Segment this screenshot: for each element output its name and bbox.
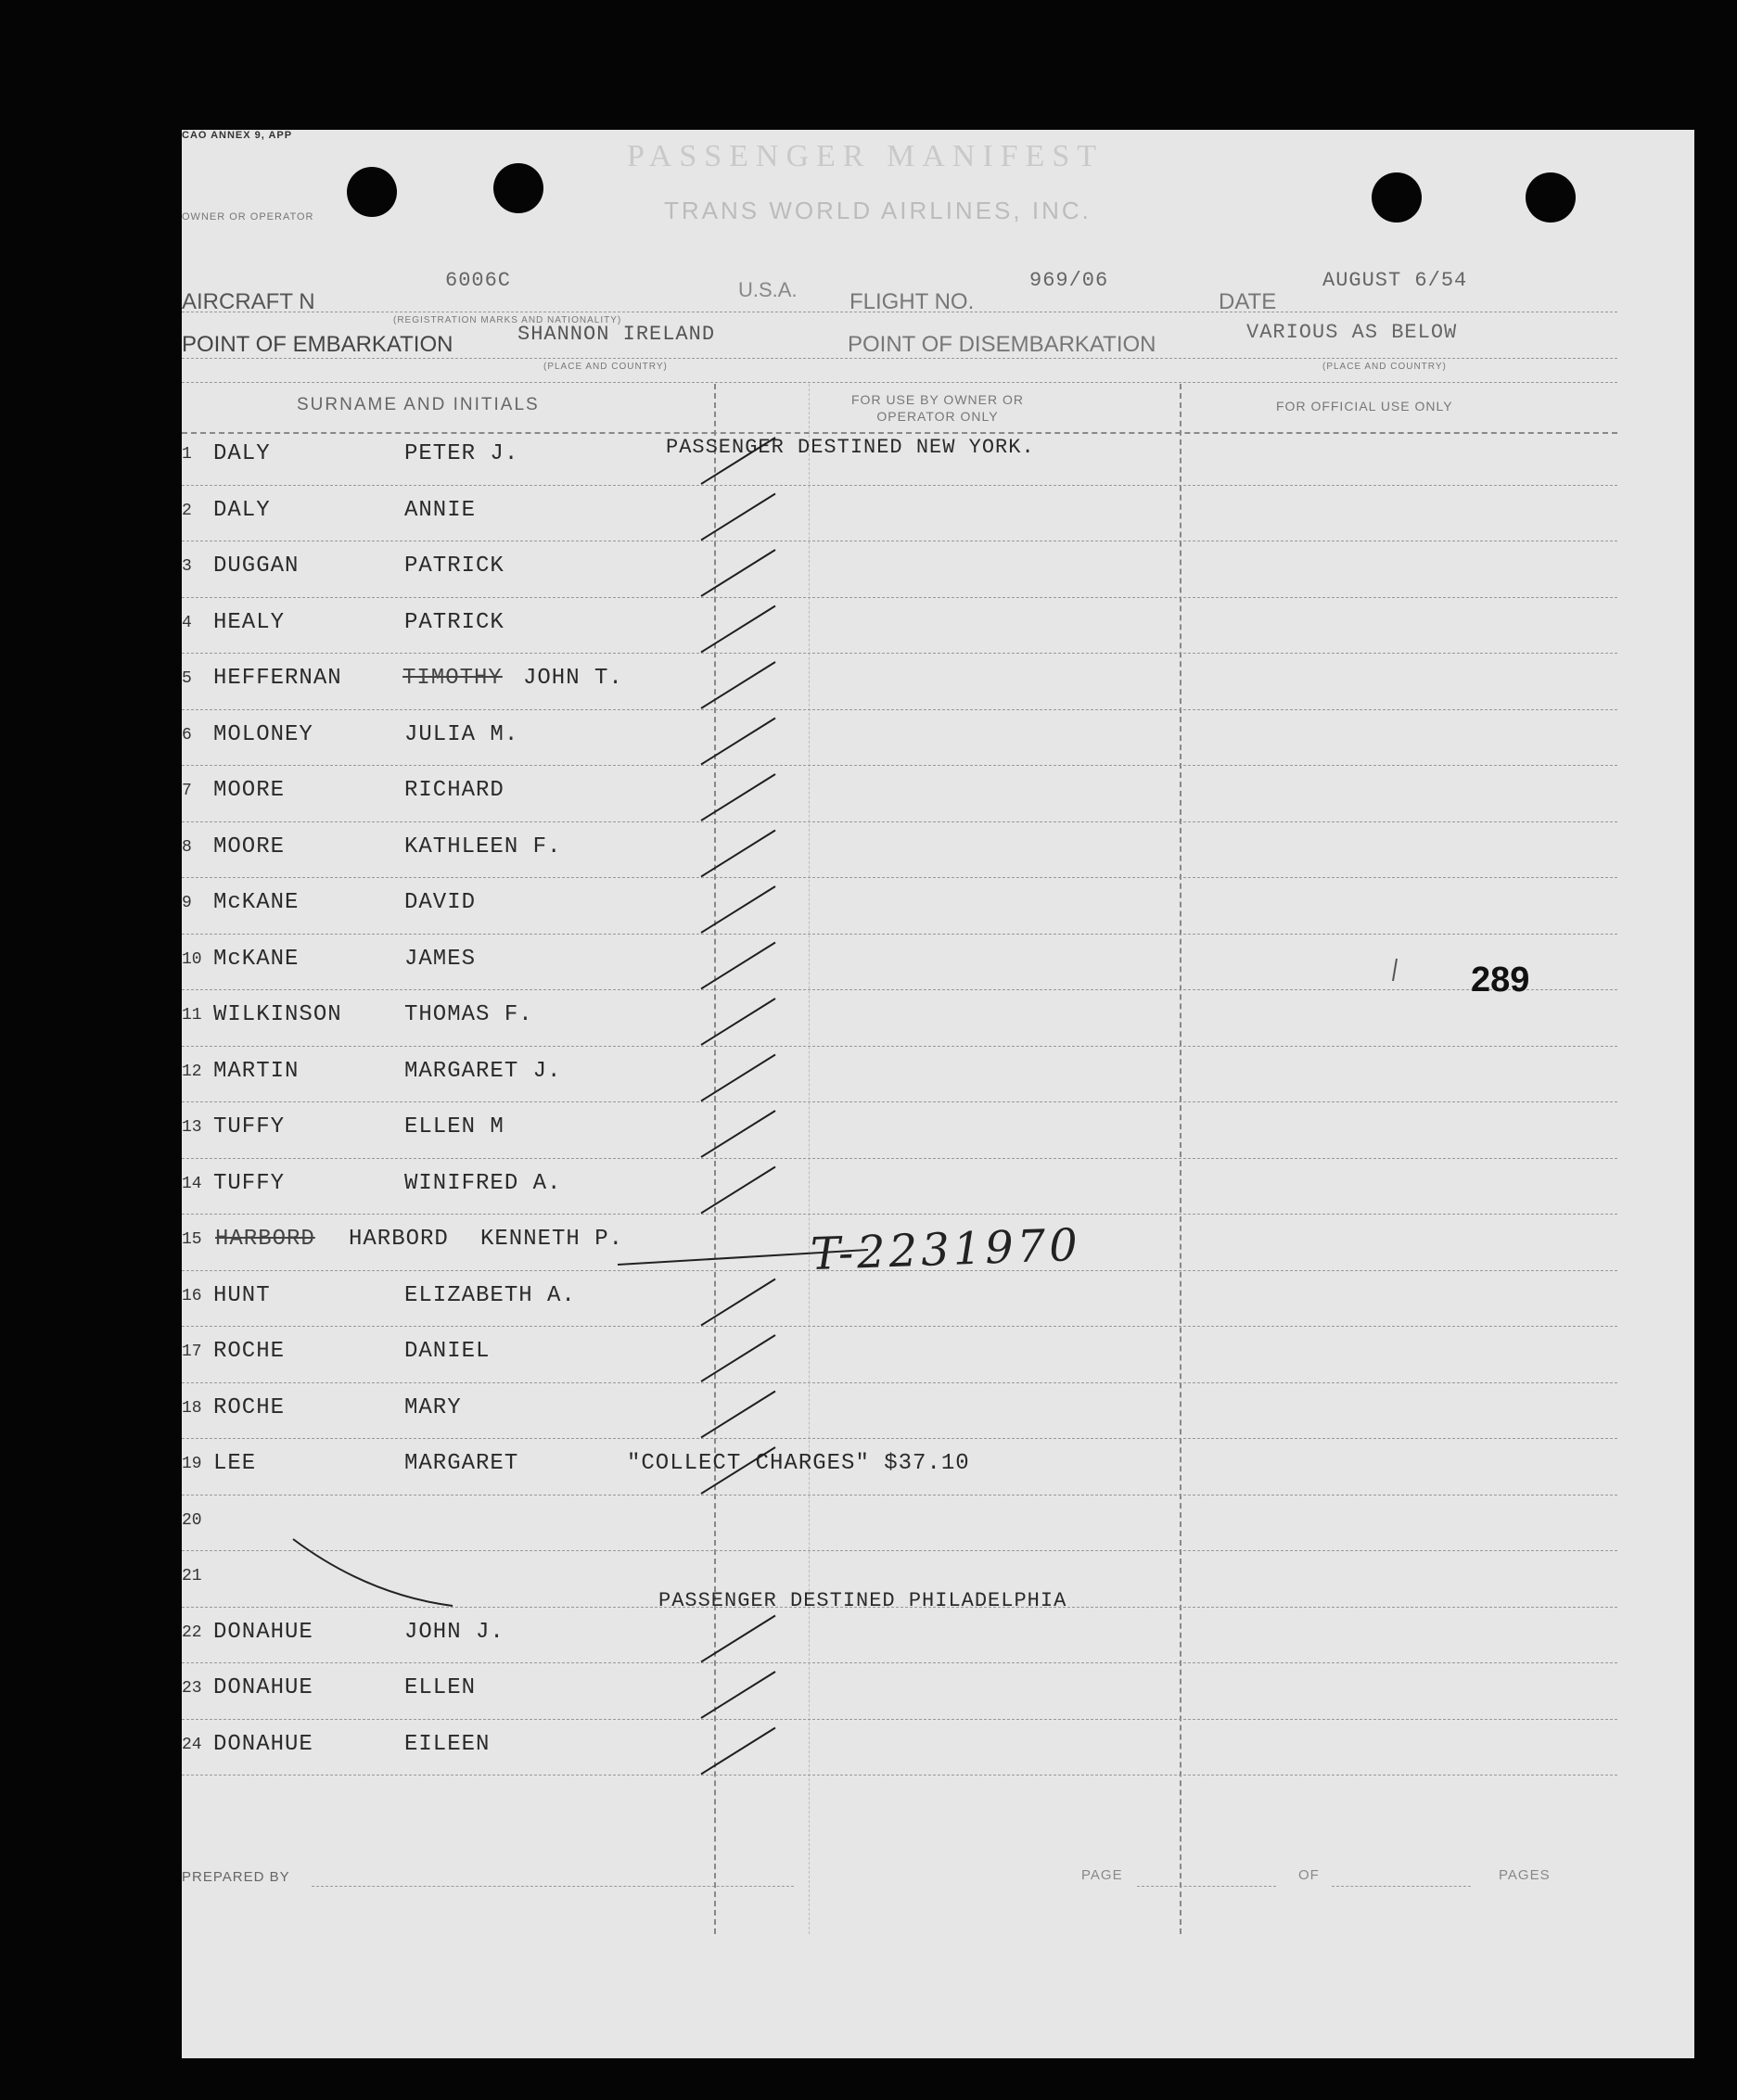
pages-label: PAGES xyxy=(1499,1867,1551,1883)
check-mark xyxy=(701,1616,775,1662)
check-mark xyxy=(701,662,775,708)
pen-stroke xyxy=(1393,959,1397,981)
owner-value: TRANS WORLD AIRLINES, INC. xyxy=(664,197,1092,224)
handwritten-ticket-number: T-2231970 xyxy=(810,1218,1082,1281)
row-number: 7 xyxy=(182,782,192,800)
check-mark xyxy=(701,1167,775,1214)
check-mark xyxy=(701,999,775,1045)
passenger-surname: HEFFERNAN xyxy=(213,666,342,691)
embark-label: POINT OF EMBARKATION xyxy=(182,332,453,357)
check-mark xyxy=(701,831,775,877)
passenger-given-name: JOHN T. xyxy=(523,666,623,691)
row-number: 1 xyxy=(182,445,192,464)
passenger-given-name: EILEEN xyxy=(404,1731,491,1757)
check-mark xyxy=(701,774,775,821)
date-label: DATE xyxy=(1219,289,1277,314)
passenger-given-name: THOMAS F. xyxy=(404,1002,533,1027)
passenger-given-name: KENNETH P. xyxy=(480,1227,624,1252)
row-number: 13 xyxy=(182,1118,202,1137)
passenger-surname: DALY xyxy=(213,441,271,466)
check-mark xyxy=(701,1728,775,1775)
flight-label: FLIGHT NO. xyxy=(849,289,975,314)
disembark-value: VARIOUS AS BELOW xyxy=(1246,321,1458,344)
row-number: 18 xyxy=(182,1398,202,1418)
check-mark xyxy=(701,1447,775,1494)
check-mark xyxy=(701,719,775,765)
stamp-number: 289 xyxy=(1471,961,1530,999)
row-number: 10 xyxy=(182,949,202,969)
check-mark xyxy=(701,1111,775,1157)
check-mark xyxy=(701,550,775,596)
row-number: 5 xyxy=(182,669,192,688)
struck-text: HARBORD xyxy=(215,1227,315,1252)
passenger-surname: ROCHE xyxy=(213,1394,286,1420)
row-number: 4 xyxy=(182,613,192,632)
row-number: 2 xyxy=(182,501,192,520)
prepared-by-line xyxy=(312,1886,794,1887)
passenger-surname: McKANE xyxy=(213,890,300,915)
passenger-given-name: MARGARET xyxy=(404,1451,519,1476)
row-number: 20 xyxy=(182,1510,202,1530)
passenger-given-name: ELIZABETH A. xyxy=(404,1282,576,1308)
passenger-given-name: PATRICK xyxy=(404,609,504,635)
row-number: 6 xyxy=(182,725,192,745)
passenger-surname: LEE xyxy=(213,1451,257,1476)
passenger-given-name: JOHN J. xyxy=(404,1619,504,1645)
row-number: 14 xyxy=(182,1174,202,1193)
row-number: 17 xyxy=(182,1343,202,1361)
row-number: 22 xyxy=(182,1623,202,1642)
passenger-surname: MOORE xyxy=(213,834,286,859)
faded-title: PASSENGER MANIFEST xyxy=(627,139,1104,173)
passenger-surname: DUGGAN xyxy=(213,554,300,579)
row-number: 8 xyxy=(182,837,192,857)
passenger-surname: TUFFY xyxy=(213,1114,286,1139)
place-note: (PLACE AND COUNTRY) xyxy=(543,362,668,372)
passenger-given-name: WINIFRED A. xyxy=(404,1170,562,1196)
section-note-new-york: PASSENGER DESTINED NEW YORK. xyxy=(666,436,1035,459)
col-official-header: FOR OFFICIAL USE ONLY xyxy=(1276,399,1453,414)
check-mark xyxy=(701,606,775,653)
flight-value: 969/06 xyxy=(1029,269,1109,292)
row-number: 24 xyxy=(182,1735,202,1754)
row-number: 9 xyxy=(182,894,192,912)
passenger-surname: DONAHUE xyxy=(213,1675,313,1700)
check-mark xyxy=(701,943,775,989)
row-number: 21 xyxy=(182,1567,202,1585)
passenger-surname: MOLONEY xyxy=(213,721,313,747)
date-value: AUGUST 6/54 xyxy=(1322,269,1468,292)
passenger-given-name: PETER J. xyxy=(404,441,519,466)
row-note: "COLLECT CHARGES" $37.10 xyxy=(627,1451,970,1476)
passenger-surname: ROCHE xyxy=(213,1339,286,1364)
check-mark xyxy=(701,1055,775,1101)
passenger-surname: HARBORD xyxy=(349,1227,449,1252)
passenger-surname: DALY xyxy=(213,497,271,523)
row-number: 19 xyxy=(182,1455,202,1473)
passenger-surname: TUFFY xyxy=(213,1170,286,1196)
prepared-by-label: PREPARED BY xyxy=(182,1869,290,1885)
col-owner-header: FOR USE BY OWNER OR OPERATOR ONLY xyxy=(851,392,1024,424)
passenger-given-name: DANIEL xyxy=(404,1339,491,1364)
row-number: 16 xyxy=(182,1286,202,1305)
check-mark xyxy=(701,1672,775,1718)
struck-text: TIMOTHY xyxy=(402,666,503,691)
row-number: 15 xyxy=(182,1230,202,1249)
passenger-given-name: KATHLEEN F. xyxy=(404,834,562,859)
passenger-surname: DONAHUE xyxy=(213,1731,313,1757)
page-label: PAGE xyxy=(1081,1867,1123,1883)
passenger-given-name: MARGARET J. xyxy=(404,1058,562,1084)
passenger-surname: HUNT xyxy=(213,1282,271,1308)
passenger-surname: DONAHUE xyxy=(213,1619,313,1645)
row-number: 3 xyxy=(182,557,192,576)
page-line xyxy=(1137,1886,1276,1887)
manifest-sheet xyxy=(182,130,1694,2058)
passenger-given-name: ELLEN M xyxy=(404,1114,504,1139)
embark-value: SHANNON IRELAND xyxy=(517,323,716,346)
passenger-given-name: JULIA M. xyxy=(404,721,519,747)
passenger-given-name: MARY xyxy=(404,1394,462,1420)
section-note-philadelphia: PASSENGER DESTINED PHILADELPHIA xyxy=(658,1589,1067,1612)
passenger-surname: HEALY xyxy=(213,609,286,635)
of-line xyxy=(1332,1886,1471,1887)
check-mark xyxy=(701,1392,775,1438)
annex-reference: CAO ANNEX 9, APP xyxy=(182,130,293,141)
of-label: OF xyxy=(1298,1867,1320,1883)
check-mark xyxy=(701,1279,775,1326)
check-mark xyxy=(701,494,775,541)
col-surname-header: SURNAME AND INITIALS xyxy=(297,395,540,414)
passenger-surname: MOORE xyxy=(213,778,286,803)
passenger-given-name: PATRICK xyxy=(404,554,504,579)
passenger-surname: MARTIN xyxy=(213,1058,300,1084)
aircraft-value: 6006C xyxy=(445,269,512,292)
pen-stroke xyxy=(618,1250,868,1265)
row-number: 12 xyxy=(182,1062,202,1081)
disembark-label: POINT OF DISEMBARKATION xyxy=(848,332,1156,357)
registration-note: (REGISTRATION MARKS AND NATIONALITY) xyxy=(393,315,622,325)
nationality: U.S.A. xyxy=(738,278,798,301)
passenger-given-name: RICHARD xyxy=(404,778,504,803)
passenger-surname: WILKINSON xyxy=(213,1002,342,1027)
row-number: 11 xyxy=(182,1006,202,1025)
pen-marks xyxy=(182,130,1694,2058)
passenger-surname: McKANE xyxy=(213,946,300,972)
owner-label: OWNER OR OPERATOR xyxy=(182,211,314,223)
passenger-given-name: ELLEN xyxy=(404,1675,477,1700)
check-mark xyxy=(701,886,775,933)
passenger-given-name: ANNIE xyxy=(404,497,477,523)
passenger-given-name: JAMES xyxy=(404,946,477,972)
aircraft-label: AIRCRAFT N xyxy=(182,289,315,314)
check-mark xyxy=(701,438,775,484)
place-note-2: (PLACE AND COUNTRY) xyxy=(1322,362,1447,372)
pen-stroke xyxy=(293,1539,453,1606)
check-mark xyxy=(701,1335,775,1381)
passenger-given-name: DAVID xyxy=(404,890,477,915)
row-number: 23 xyxy=(182,1679,202,1698)
